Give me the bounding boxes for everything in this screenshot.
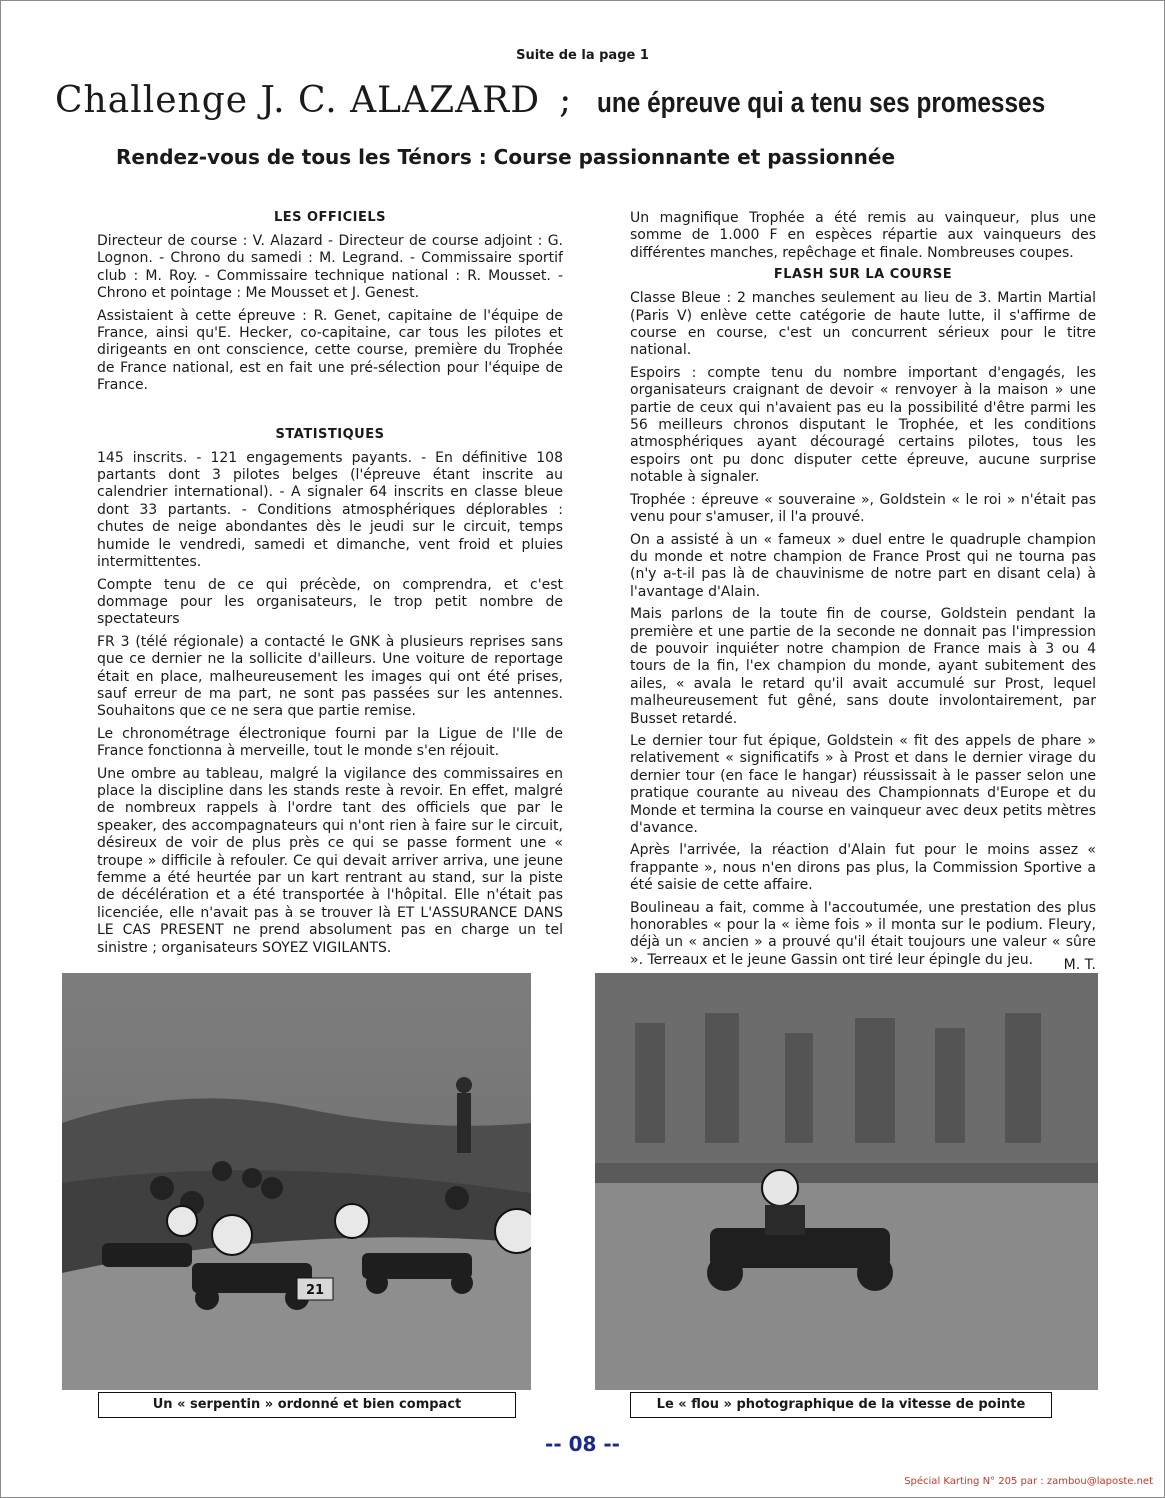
paragraph: Un magnifique Trophée a été remis au vainqueur, plus une somme de 1.000 F en espèces répartie aux vainqueurs des différentes manches, repêchage et finale. Nombreuses coupes.	[630, 210, 1096, 261]
kart-group-illustration	[62, 973, 531, 1390]
paragraph: Boulineau a fait, comme à l'accoutumée, une prestation des plus honorables « pour la « ième fois » il monta sur le podium. Fleury, déjà un « ancien » a prouvé qu'il était toujours une valeur « sûre ». Terreaux et le jeune Gassin ont tiré leur épingle du jeu.	[630, 899, 1096, 968]
right-column	[630, 210, 1096, 975]
photo-kart-speed	[595, 973, 1098, 1390]
paragraph: Espoirs : compte tenu du nombre important d'engagés, les organisateurs craignant de devoir « renvoyer à la maison » une partie de ceux qui n'avaient pas eu la possibilité d'être parmi les 56 meilleurs chronos disputant le Trophée, et les conditions atmosphériques ayant découragé certains pilotes, tous les espoirs ont pu donc disputer cette épreuve, aucune surprise notable à signaler.	[630, 364, 1096, 486]
kart-speed-illustration	[595, 973, 1098, 1390]
section-heading-statistiques: STATISTIQUES	[275, 426, 385, 442]
paragraph: Mais parlons de la toute fin de course, Goldstein pendant la première et une partie de la seconde ne donnait pas l'impression de pouvoir inquiéter notre champion de France mais à 3 ou 4 tours de la fin, l'ex champion du monde, ayant subitement des ailes, « avala le retard qu'il avait accumulé sur Prost, lequel malheureusement fut gêné, sans doute involontairement, par Busset retardé.	[630, 606, 1096, 727]
paragraph: On a assisté à un « fameux » duel entre le quadruple champion du monde et notre champion de France Prost qui ne tourna pas (n'y a-t-il pas là de chauvinisme de notre part en disant cela) à l'avantage d'Alain.	[630, 531, 1096, 600]
section-heading-officiels: LES OFFICIELS	[273, 210, 387, 225]
footer-credit: Spécial Karting N° 205 par : zambou@laposte.net	[904, 1476, 1153, 1487]
page-number: -- 08 --	[545, 1432, 620, 1456]
paragraph: Compte tenu de ce qui précède, on comprendra, et c'est dommage pour les organisateurs, le trop petit nombre de spectateurs	[97, 576, 563, 628]
headline	[55, 80, 1115, 121]
paragraph: 145 inscrits. - 121 engagements payants. - En définitive 108 partants dont 3 pilotes belges (l'épreuve étant inscrite au calendrier international). - A signaler 64 inscrits en classe bleue dont 33 partants. - Conditions atmosphériques déplorables : chutes de neige abondantes dès le jeudi sur le circuit, temps humide le vendredi, samedi et dimanche, vent froid et pluies intermittentes.	[97, 449, 563, 571]
paragraph: Trophée : épreuve « souveraine », Goldstein « le roi » n'était pas venu pour s'amuser, il l'a prouvé.	[630, 491, 1096, 526]
headline-part2: une épreuve qui a tenu ses promesses	[597, 87, 1046, 119]
left-column	[97, 210, 563, 962]
paragraph: Après l'arrivée, la réaction d'Alain fut pour le moins assez « frappante », nous n'en dirons pas plus, la Commission Sportive a été saisie de cette affaire.	[630, 842, 1096, 894]
paragraph: Le chronométrage électronique fourni par la Ligue de l'Ile de France fonctionna à merveille, tout le monde s'en réjouit.	[97, 725, 563, 760]
paragraph: Une ombre au tableau, malgré la vigilance des commissaires en place la discipline dans les stands reste à revoir. En effet, malgré de nombreux rappels à l'ordre tant des officiels que par le speaker, des accompagnateurs qui n'ont rien à faire sur le circuit, désireux de voir de plus près ce qui se passe forment une « troupe » difficile à refouler. Ce qui devait arriver arriva, une jeune femme a été heurtée par un kart rentrant au stand, sur la piste de décélération et a été transportée à l'hôpital. Elle n'était pas licenciée, elle n'avait pas à se trouver là ET L'ASSURANCE DANS LE CAS PRESENT ne prend absolument pas en charge un tel sinistre ; organisateurs SOYEZ VIGILANTS.	[97, 765, 563, 956]
paragraph: Le dernier tour fut épique, Goldstein « fit des appels de phare » relativement « significatifs » à Prost et dans le dernier virage du dernier tour (en face le hangar) réussissait à le passer selon une pratique courante au niveau des Championnats d'Europe et du Monde et termina la course en vainqueur avec deux petits mètres d'avance.	[630, 732, 1096, 836]
caption-left: Un « serpentin » ordonné et bien compact	[98, 1392, 516, 1418]
signature: M. T.	[1063, 957, 1096, 974]
section-heading-flash: FLASH SUR LA COURSE	[773, 267, 953, 283]
paragraph: FR 3 (télé régionale) a contacté le GNK à plusieurs reprises sans que ce dernier ne la sollicite d'ailleurs. Une voiture de reportage était en place, malheureusement les images qui ont été prises, sauf erreur de ma part, ne sont pas passées sur les antennes. Souhaitons que ce ne sera que partie remise.	[97, 633, 563, 720]
photo-kart-group	[62, 973, 531, 1390]
headline-part1: Challenge J. C. ALAZARD	[55, 80, 541, 121]
caption-right: Le « flou » photographique de la vitesse de pointe	[630, 1392, 1052, 1418]
paragraph: Directeur de course : V. Alazard - Directeur de course adjoint : G. Lognon. - Chrono du samedi : M. Legrand. - Commissaire sportif club : M. Roy. - Commissaire technique national : R. Mousset. - Chrono et pointage : Me Mousset et J. Genest.	[97, 233, 563, 302]
continued-note: Suite de la page 1	[516, 48, 649, 63]
headline-separator: ;	[559, 80, 573, 121]
kart-number: 21	[305, 1283, 325, 1298]
subtitle: Rendez-vous de tous les Ténors : Course passionnante et passionnée	[116, 145, 896, 169]
paragraph: Assistaient à cette épreuve : R. Genet, capitaine de l'équipe de France, ainsi qu'E. Hecker, co-capitaine, car tous les pilotes et dirigeants en ont conscience, cette course, première du Trophée de France national, est en fait une pré-sélection pour l'équipe de France.	[97, 307, 563, 394]
paragraph: Classe Bleue : 2 manches seulement au lieu de 3. Martin Martial (Paris V) enlève cette catégorie de haute lutte, il s'affirme de course en course, c'est un concurrent sérieux pour le titre national.	[630, 290, 1096, 359]
